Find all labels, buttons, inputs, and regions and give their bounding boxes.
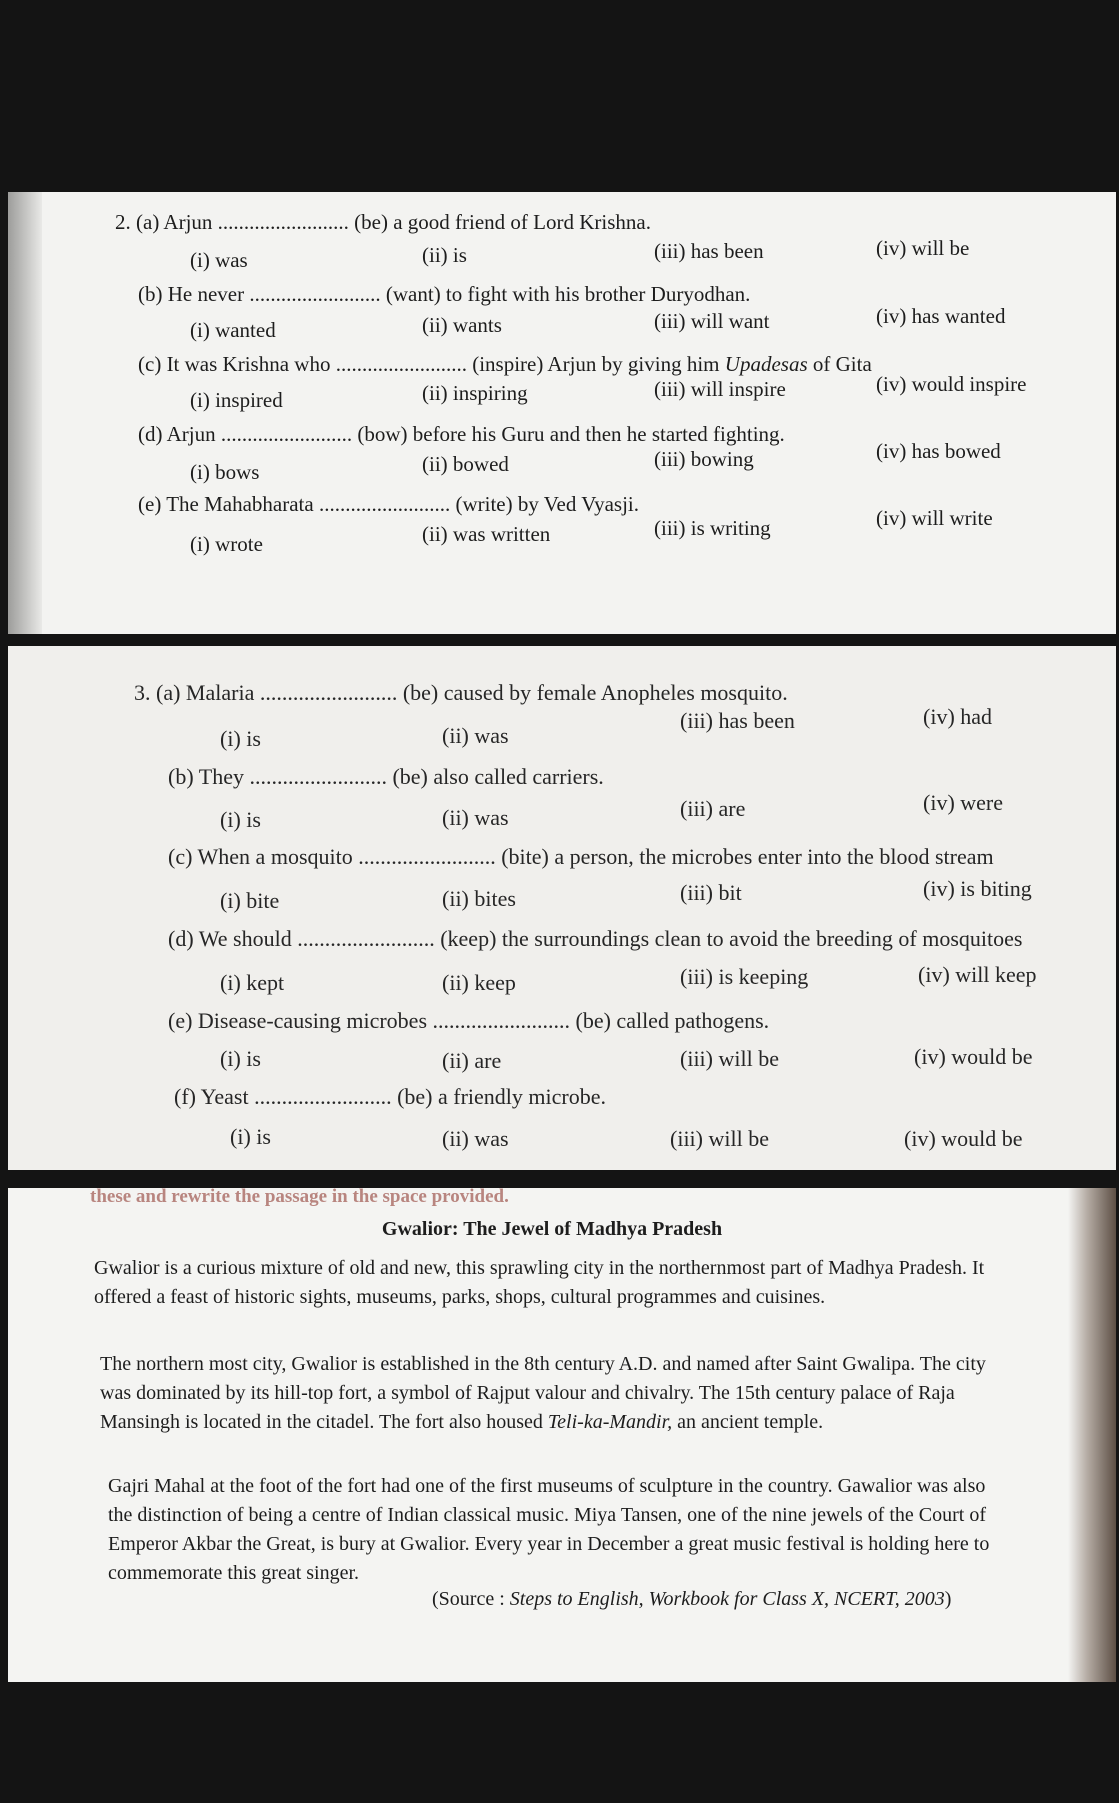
option[interactable]: (iv) has bowed bbox=[876, 439, 1001, 463]
option[interactable]: (iii) is writing bbox=[654, 516, 771, 540]
option[interactable]: (ii) are bbox=[442, 1048, 502, 1073]
question-3c: (c) When a mosquito ......................... (bite) a person, the microbes enter into the blood stream bbox=[168, 844, 994, 869]
option[interactable]: (i) is bbox=[220, 726, 261, 751]
question-3b: (b) They ......................... (be) also called carriers. bbox=[168, 764, 604, 789]
answer-blank[interactable]: ......................... bbox=[335, 352, 467, 376]
answer-blank[interactable]: ......................... bbox=[249, 764, 387, 789]
exercise-2-panel bbox=[8, 192, 1116, 634]
question-2d: (d) Arjun ......................... (bow) before his Guru and then he started fighting. bbox=[138, 422, 785, 446]
passage-title: Gwalior: The Jewel of Madhya Pradesh bbox=[381, 1218, 723, 1240]
source-citation: (Source : Steps to English, Workbook for Class X, NCERT, 2003) bbox=[432, 1588, 952, 1610]
option[interactable]: (ii) is bbox=[422, 243, 467, 267]
question-3e: (e) Disease-causing microbes ......................... (be) called pathogens. bbox=[168, 1008, 770, 1033]
option[interactable]: (iv) will be bbox=[876, 236, 970, 260]
exercise-3-panel bbox=[8, 646, 1116, 1170]
question-2e: (e) The Mahabharata ......................... (write) by Ved Vyasji. bbox=[138, 492, 639, 516]
page-edge-shadow bbox=[1068, 1188, 1116, 1682]
option[interactable]: (ii) was bbox=[442, 1126, 509, 1151]
option[interactable]: (iv) will keep bbox=[918, 962, 1037, 987]
option[interactable]: (iii) has been bbox=[680, 708, 795, 733]
passage-panel bbox=[8, 1188, 1116, 1682]
answer-blank[interactable]: ......................... bbox=[297, 926, 435, 951]
passage-paragraph-1: Gwalior is a curious mixture of old and new, this sprawling city in the northernmost part of Madhya Pradesh. It offered a feast of historic sights, museums, parks, shops, cultural programmes and cuisines. bbox=[94, 1257, 985, 1308]
answer-blank[interactable]: ......................... bbox=[249, 282, 381, 306]
option[interactable]: (iv) would be bbox=[914, 1044, 1033, 1069]
option[interactable]: (i) kept bbox=[220, 970, 285, 995]
option[interactable]: (iv) would be bbox=[904, 1126, 1023, 1151]
option[interactable]: (i) bite bbox=[220, 888, 280, 913]
option[interactable]: (i) is bbox=[230, 1124, 271, 1149]
option[interactable]: (ii) was written bbox=[422, 522, 551, 546]
option[interactable]: (ii) bites bbox=[442, 886, 516, 911]
option[interactable]: (iv) were bbox=[923, 790, 1004, 815]
option[interactable]: (ii) bowed bbox=[422, 452, 509, 476]
answer-blank[interactable]: ......................... bbox=[259, 680, 398, 705]
instruction-text: these and rewrite the passage in the space provided. bbox=[90, 1188, 509, 1207]
question-3f: (f) Yeast ......................... (be) a friendly microbe. bbox=[174, 1084, 606, 1109]
option[interactable]: (i) wrote bbox=[190, 532, 263, 556]
option[interactable]: (i) is bbox=[220, 1046, 261, 1071]
answer-blank[interactable]: ......................... bbox=[254, 1084, 392, 1109]
answer-blank[interactable]: ......................... bbox=[318, 492, 451, 516]
question-2b: (b) He never ......................... (want) to fight with his brother Duryodhan. bbox=[138, 282, 751, 306]
option[interactable]: (ii) wants bbox=[422, 313, 502, 337]
passage-paragraph-2: The northern most city, Gwalior is established in the 8th century A.D. and named after Saint Gwalipa. The city was dominated by its hill-top fort, a symbol of Rajput valour and chivalry. The 15th century palace of Raja Mansingh is located in the citadel. The fort also housed Teli-ka-Mandir, an ancient temple. bbox=[100, 1353, 986, 1433]
option[interactable]: (ii) inspiring bbox=[422, 381, 528, 405]
option[interactable]: (iii) is keeping bbox=[680, 964, 809, 989]
option[interactable]: (ii) was bbox=[442, 723, 509, 748]
option[interactable]: (iii) are bbox=[680, 796, 746, 821]
question-2c: (c) It was Krishna who ......................... (inspire) Arjun by giving him Upadesas of Gita bbox=[138, 352, 872, 376]
option[interactable]: (iii) will be bbox=[680, 1046, 779, 1071]
option[interactable]: (ii) keep bbox=[442, 970, 516, 995]
passage-paragraph-3: Gajri Mahal at the foot of the fort had one of the first museums of sculpture in the country. Gawalior was also the distinction of being a centre of Indian classical music. Miya Tansen, one of the nine jewels of the Court of Emperor Akbar the Great, is bury at Gwalior. Every year in December a great music festival is holding here to commemorate this great singer. bbox=[108, 1475, 990, 1584]
option[interactable]: (iv) has wanted bbox=[876, 304, 1006, 328]
answer-blank[interactable]: ......................... bbox=[358, 844, 496, 869]
answer-blank[interactable]: ......................... bbox=[220, 422, 353, 446]
option[interactable]: (iii) will inspire bbox=[654, 377, 786, 401]
option[interactable]: (iv) had bbox=[923, 704, 993, 729]
option[interactable]: (iv) is biting bbox=[923, 876, 1032, 901]
option[interactable]: (i) is bbox=[220, 807, 261, 832]
option[interactable]: (i) bows bbox=[190, 460, 260, 484]
option[interactable]: (iii) bit bbox=[680, 880, 742, 905]
answer-blank[interactable]: ......................... bbox=[217, 210, 349, 234]
option[interactable]: (iv) would inspire bbox=[876, 372, 1027, 396]
option[interactable]: (i) wanted bbox=[190, 318, 276, 342]
question-2a: 2. (a) Arjun ......................... (be) a good friend of Lord Krishna. bbox=[115, 210, 651, 234]
answer-blank[interactable]: ......................... bbox=[432, 1008, 571, 1033]
option[interactable]: (iii) will be bbox=[670, 1126, 769, 1151]
question-3a: 3. (a) Malaria ......................... (be) caused by female Anopheles mosquito. bbox=[134, 680, 788, 705]
option[interactable]: (ii) was bbox=[442, 805, 509, 830]
question-3d: (d) We should ......................... (keep) the surroundings clean to avoid the breeding of mosquitoes bbox=[168, 926, 1023, 951]
option[interactable]: (iii) has been bbox=[654, 239, 764, 263]
page-edge-shadow bbox=[8, 192, 42, 634]
option[interactable]: (i) was bbox=[190, 248, 248, 272]
option[interactable]: (iii) bowing bbox=[654, 447, 754, 471]
option[interactable]: (i) inspired bbox=[190, 388, 283, 412]
option[interactable]: (iv) will write bbox=[876, 506, 993, 530]
option[interactable]: (iii) will want bbox=[654, 309, 770, 333]
